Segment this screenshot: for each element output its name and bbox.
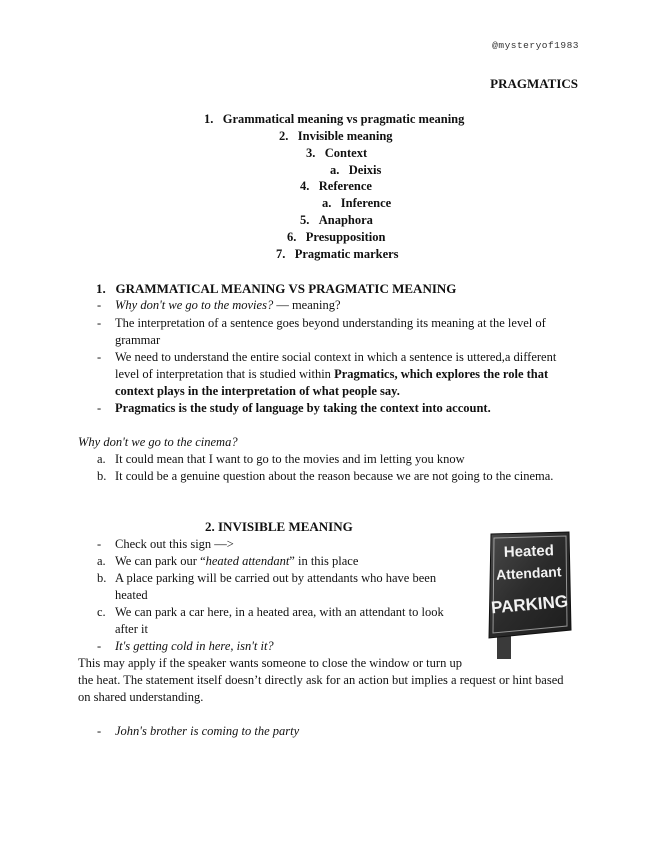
bullet-marker: - <box>97 316 102 330</box>
list-item: John's brother is coming to the party <box>115 724 300 738</box>
list-item: It could be a genuine question about the reason because we are not going to the cinema. <box>115 469 554 483</box>
list-item: It's getting cold in here, isn't it? <box>115 639 274 653</box>
toc-item: 6. Presupposition <box>287 230 386 244</box>
list-item: We need to understand the entire social context in which a sentence is uttered,a different <box>115 350 557 364</box>
paragraph-line: the heat. The statement itself doesn’t directly ask for an action but implies a request or hint based <box>78 673 564 687</box>
list-item: A place parking will be carried out by attendants who have been <box>115 571 437 585</box>
sign-word-heated: Heated <box>503 542 555 561</box>
heated-attendant-parking-sign-image <box>485 530 573 660</box>
list-item: The interpretation of a sentence goes beyond understanding its meaning at the level of <box>115 316 546 330</box>
list-item: Why don't we go to the movies? — meaning? <box>115 298 341 312</box>
list-item-continuation: grammar <box>115 333 161 347</box>
list-item-continuation: heated <box>115 588 148 602</box>
list-item-continuation: after it <box>115 622 148 636</box>
bullet-marker: - <box>97 724 102 738</box>
sign-word-attendant: Attendant <box>495 563 562 583</box>
list-marker: b. <box>97 571 107 585</box>
paragraph-line: This may apply if the speaker wants someone to close the window or turn up <box>78 656 462 670</box>
list-item-continuation: context plays in the interpretation of what people say. <box>115 384 400 398</box>
watermark: @mysteryof1983 <box>492 40 579 51</box>
toc-item: 4. Reference <box>300 179 372 193</box>
bullet-marker: - <box>97 298 102 312</box>
section-heading: 1. GRAMMATICAL MEANING VS PRAGMATIC MEANING <box>96 281 457 296</box>
section-heading: 2. INVISIBLE MEANING <box>205 519 353 534</box>
bullet-marker: - <box>97 401 102 415</box>
bullet-marker: - <box>97 537 102 551</box>
example-question: Why don't we go to the cinema? <box>78 435 238 449</box>
list-marker: a. <box>97 554 106 568</box>
toc-subitem: a. Inference <box>322 196 392 210</box>
toc-item: 7. Pragmatic markers <box>276 247 399 261</box>
toc-item: 5. Anaphora <box>300 213 373 227</box>
sign-word-parking: PARKING <box>490 591 569 618</box>
paragraph-line: on shared understanding. <box>78 690 204 704</box>
list-item-continuation: level of interpretation that is studied within Pragmatics, which explores the role that <box>115 367 549 381</box>
list-marker: c. <box>97 605 106 619</box>
bullet-marker: - <box>97 350 102 364</box>
toc-item: 1. Grammatical meaning vs pragmatic meaning <box>204 112 465 126</box>
list-item: Check out this sign —> <box>115 537 234 551</box>
list-item: We can park our “heated attendant” in this place <box>115 554 359 568</box>
toc-item: 2. Invisible meaning <box>279 129 393 143</box>
list-item: Pragmatics is the study of language by taking the context into account. <box>115 401 491 415</box>
list-marker: a. <box>97 452 106 466</box>
toc-item: 3. Context <box>306 146 368 160</box>
list-item: We can park a car here, in a heated area, with an attendant to look <box>115 605 444 619</box>
list-marker: b. <box>97 469 107 483</box>
list-item: It could mean that I want to go to the movies and im letting you know <box>115 452 465 466</box>
toc-subitem: a. Deixis <box>330 163 382 177</box>
page-title: PRAGMATICS <box>490 76 578 91</box>
bullet-marker: - <box>97 639 102 653</box>
